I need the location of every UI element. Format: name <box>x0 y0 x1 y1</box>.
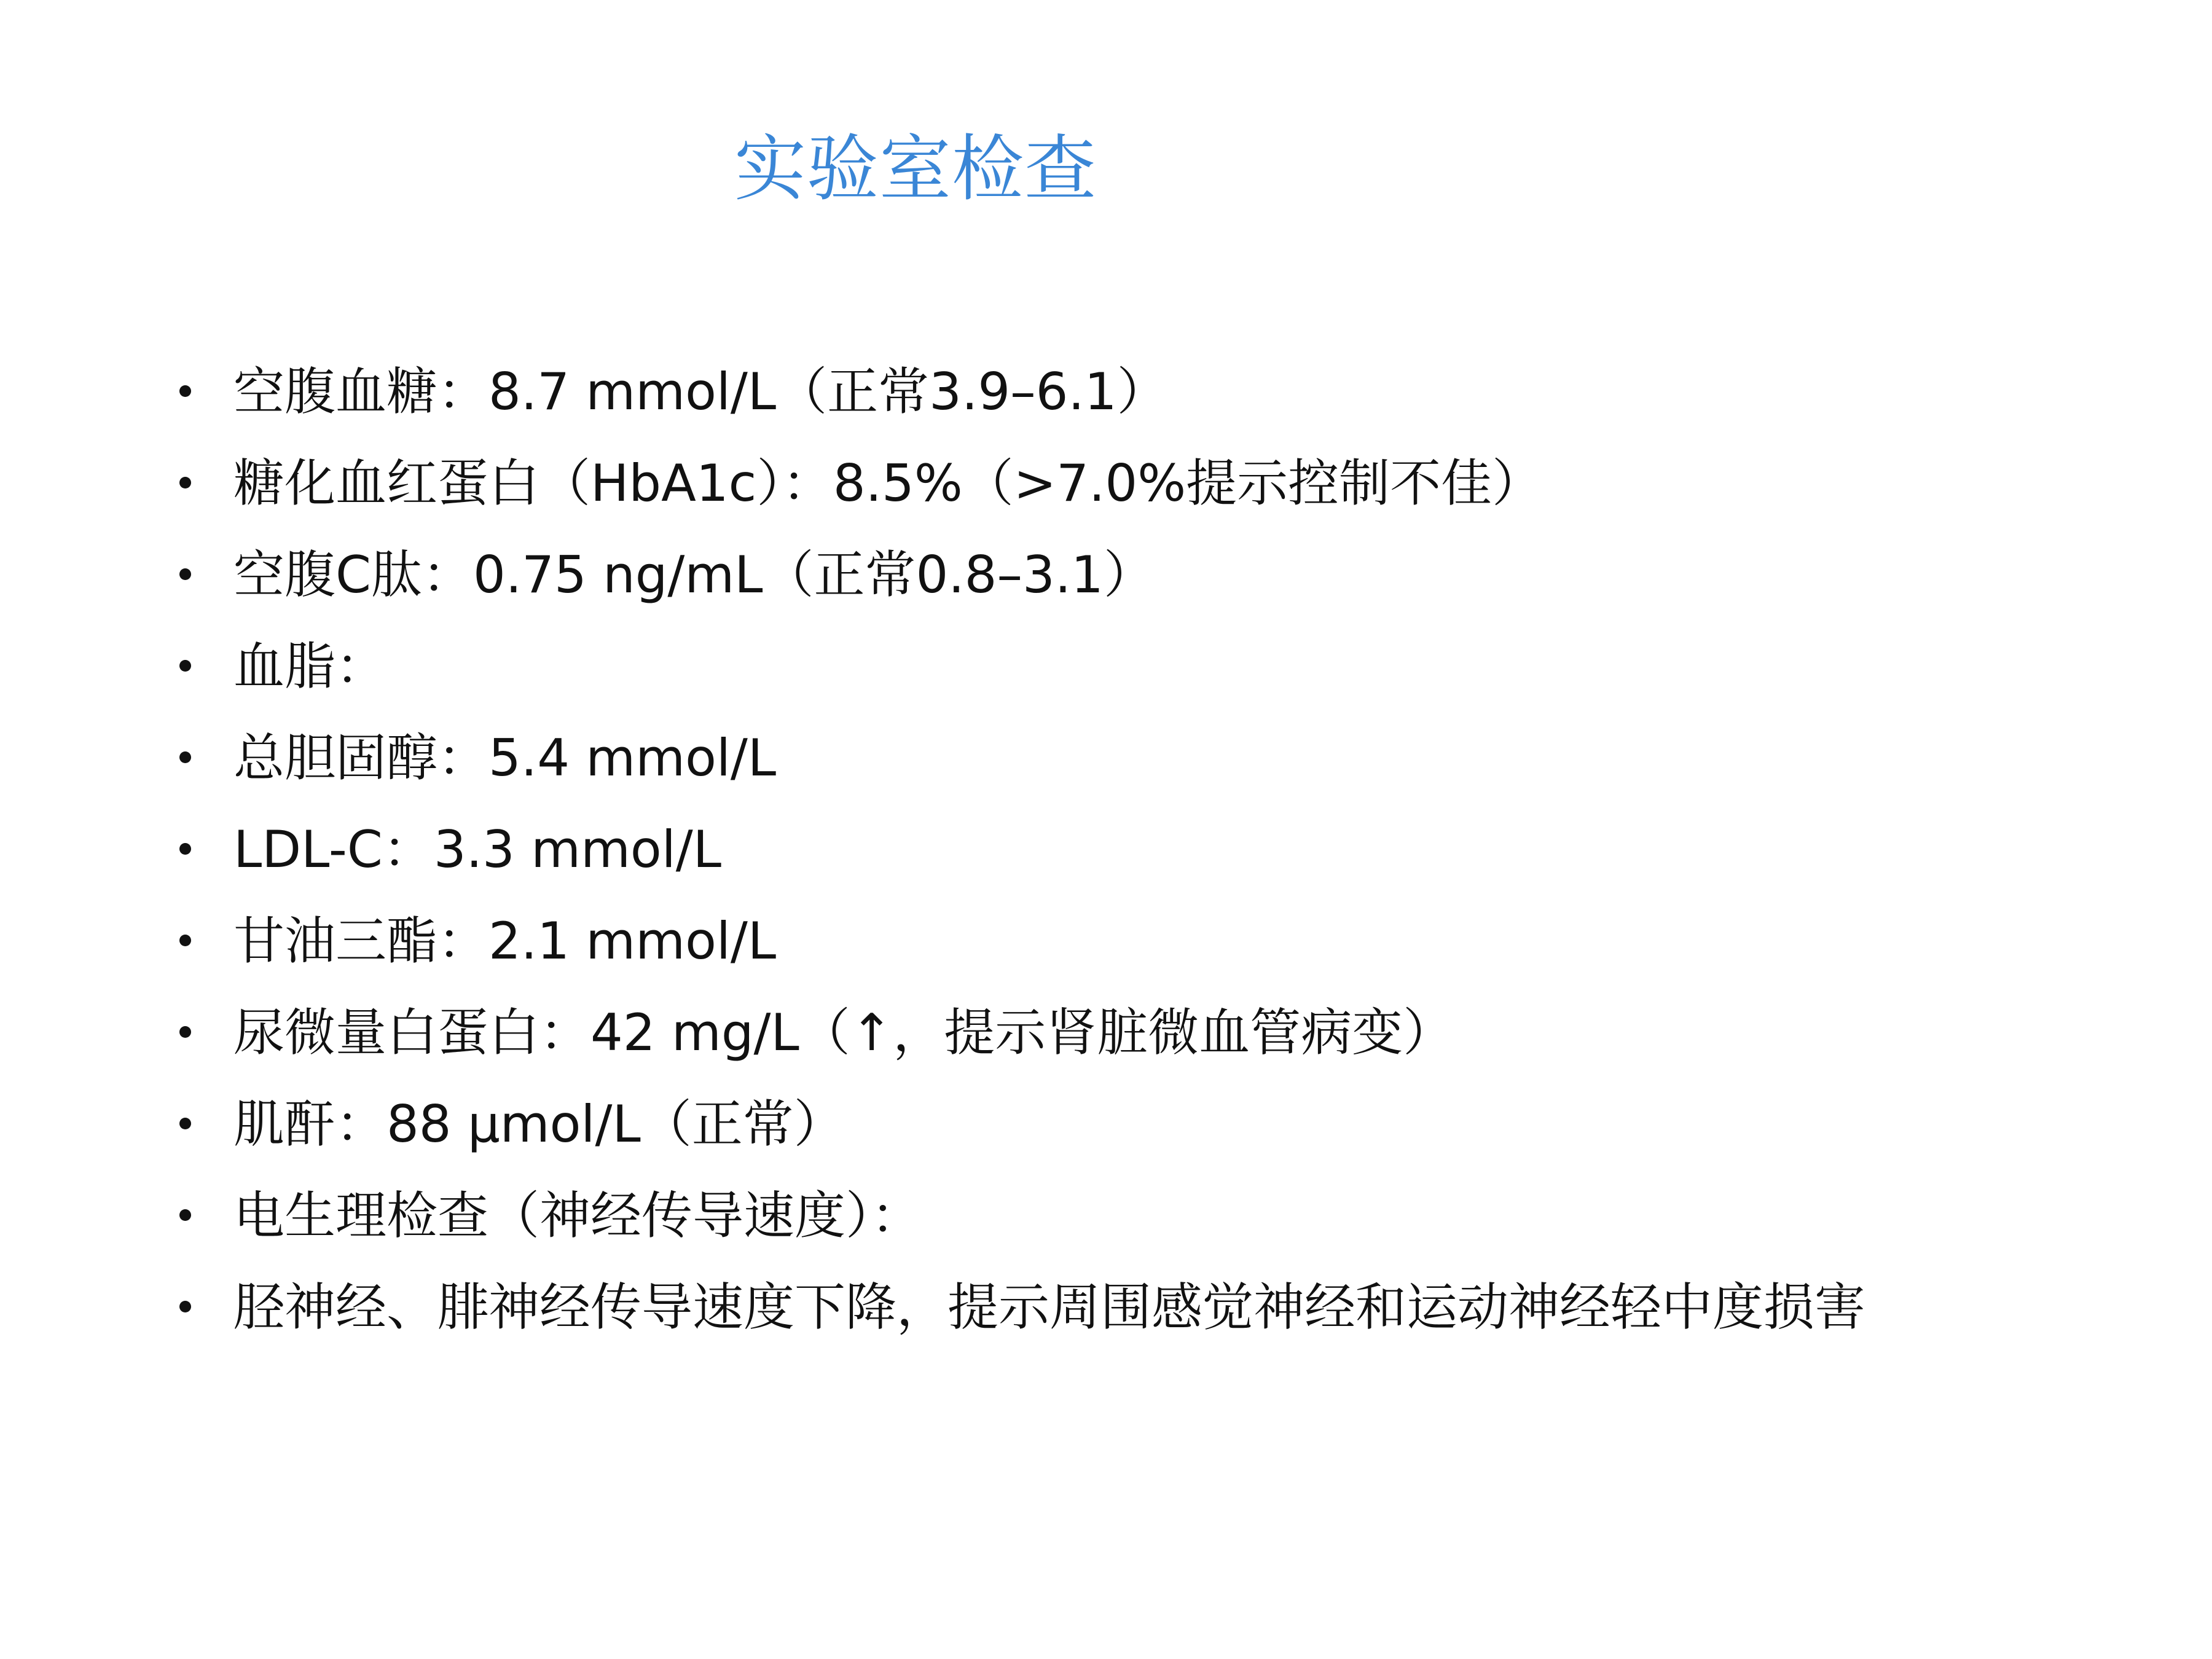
bullet-text: 糖化血红蛋白（HbA1c）：8.5%（>7.0%提示控制不佳） <box>233 453 1543 513</box>
bullet-dot-icon <box>179 385 191 397</box>
bullet-item-ldl-c <box>172 804 1865 895</box>
bullet-item-urine-microalbumin <box>172 987 1865 1078</box>
bullet-list <box>172 346 1865 1353</box>
bullet-dot-icon <box>179 1026 191 1038</box>
bullet-item-total-cholesterol <box>172 712 1865 804</box>
bullet-dot-icon <box>179 568 191 580</box>
bullet-item-lipids <box>172 621 1865 712</box>
bullet-item-nerve-conduction <box>172 1261 1865 1353</box>
bullet-item-fasting-glucose <box>172 346 1865 437</box>
bullet-item-electrophysiology <box>172 1170 1865 1261</box>
bullet-text: 空腹C肽：0.75 ng/mL（正常0.8–3.1） <box>233 545 1155 605</box>
bullet-text: 甘油三酯：2.1 mmol/L <box>233 911 777 971</box>
bullet-dot-icon <box>179 843 191 855</box>
bullet-dot-icon <box>179 935 191 946</box>
bullet-item-triglycerides <box>172 895 1865 987</box>
bullet-text: 尿微量白蛋白：42 mg/L（↑，提示肾脏微血管病变） <box>233 1003 1454 1062</box>
bullet-dot-icon <box>179 660 191 672</box>
bullet-item-c-peptide <box>172 529 1865 621</box>
bullet-text: 肌酐：88 µmol/L（正常） <box>233 1094 845 1154</box>
bullet-dot-icon <box>179 477 191 488</box>
bullet-dot-icon <box>179 1301 191 1312</box>
slide-title: 实验室检查 <box>734 127 1097 211</box>
bullet-text: 总胆固醇：5.4 mmol/L <box>233 728 777 788</box>
bullet-text: 胫神经、腓神经传导速度下降，提示周围感觉神经和运动神经轻中度损害 <box>233 1277 1865 1337</box>
bullet-text: 电生理检查（神经传导速度）： <box>233 1186 922 1245</box>
bullet-dot-icon <box>179 1209 191 1221</box>
bullet-item-creatinine <box>172 1078 1865 1170</box>
bullet-text: 血脂： <box>233 637 386 696</box>
bullet-dot-icon <box>179 1118 191 1129</box>
bullet-text: LDL-C：3.3 mmol/L <box>233 820 721 879</box>
bullet-item-hba1c <box>172 437 1865 529</box>
bullet-dot-icon <box>179 751 191 763</box>
bullet-text: 空腹血糖：8.7 mmol/L（正常3.9–6.1） <box>233 362 1168 422</box>
